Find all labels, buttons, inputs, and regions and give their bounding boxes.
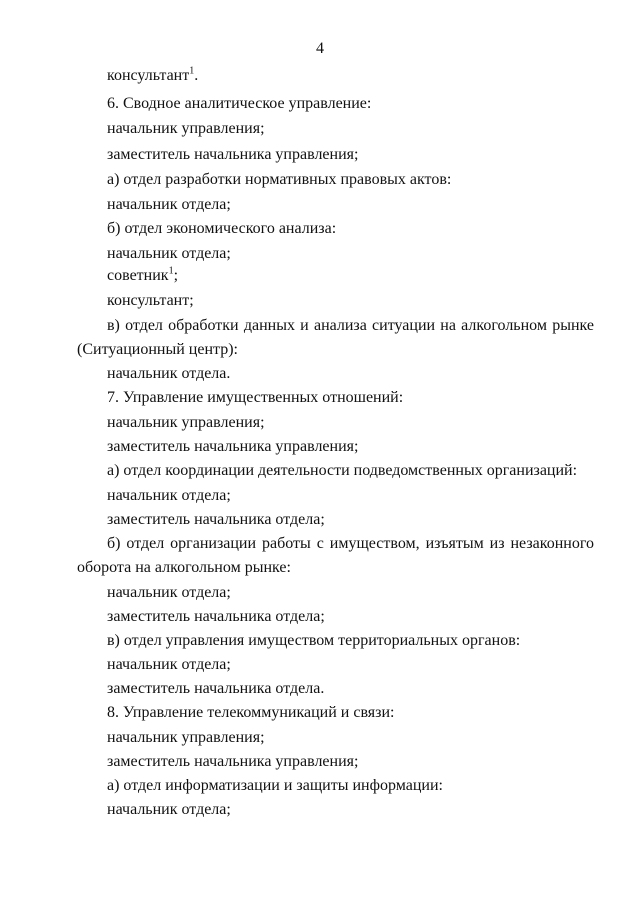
page-number: 4 <box>316 40 324 57</box>
text-line: консультант; <box>107 292 194 309</box>
section-heading: 7. Управление имущественных отношений: <box>107 389 404 406</box>
subsection-heading: а) отдел информатизации и защиты информации: <box>107 777 443 794</box>
text-line: начальник отдела. <box>107 365 231 382</box>
text-line: начальник отдела; <box>107 245 231 262</box>
text-line: заместитель начальника отдела; <box>107 511 325 528</box>
subsection-heading: а) отдел координации деятельности подведомственных организаций: <box>107 462 578 479</box>
text-line: начальник отдела; <box>107 801 231 818</box>
text-line: начальник отдела; <box>107 487 231 504</box>
text-line: начальник управления; <box>107 729 265 746</box>
text-line: (Ситуационный центр): <box>77 341 238 358</box>
text-line: консультант$^1$. <box>107 65 199 84</box>
text-line: заместитель начальника отдела. <box>107 680 325 697</box>
text-line: начальник управления; <box>107 414 265 431</box>
section-heading: 8. Управление телекоммуникаций и связи: <box>107 704 395 721</box>
text-line: начальник отдела; <box>107 656 231 673</box>
text-line: советник$^1$; <box>107 265 179 284</box>
subsection-heading: в) отдел управления имуществом территориальных органов: <box>107 632 521 649</box>
text-line: начальник отдела; <box>107 584 231 601</box>
subsection-heading: б) отдел организации работы с имуществом, изъятым из незаконного <box>107 535 594 552</box>
text-line: оборота на алкогольном рынке: <box>77 559 291 576</box>
text-line: начальник управления; <box>107 120 265 137</box>
subsection-heading: в) отдел обработки данных и анализа ситуации на алкогольном рынке <box>107 317 594 334</box>
text-line: заместитель начальника управления; <box>107 753 359 770</box>
text-line: заместитель начальника отдела; <box>107 608 325 625</box>
text-line: заместитель начальника управления; <box>107 146 359 163</box>
text-line: заместитель начальника управления; <box>107 438 359 455</box>
text-line: начальник отдела; <box>107 196 231 213</box>
section-heading: 6. Сводное аналитическое управление: <box>107 95 372 112</box>
footnote-marker: 1 <box>168 265 174 277</box>
footnote-marker: 1 <box>189 65 195 77</box>
subsection-heading: а) отдел разработки нормативных правовых актов: <box>107 171 452 188</box>
subsection-heading: б) отдел экономического анализа: <box>107 220 337 237</box>
